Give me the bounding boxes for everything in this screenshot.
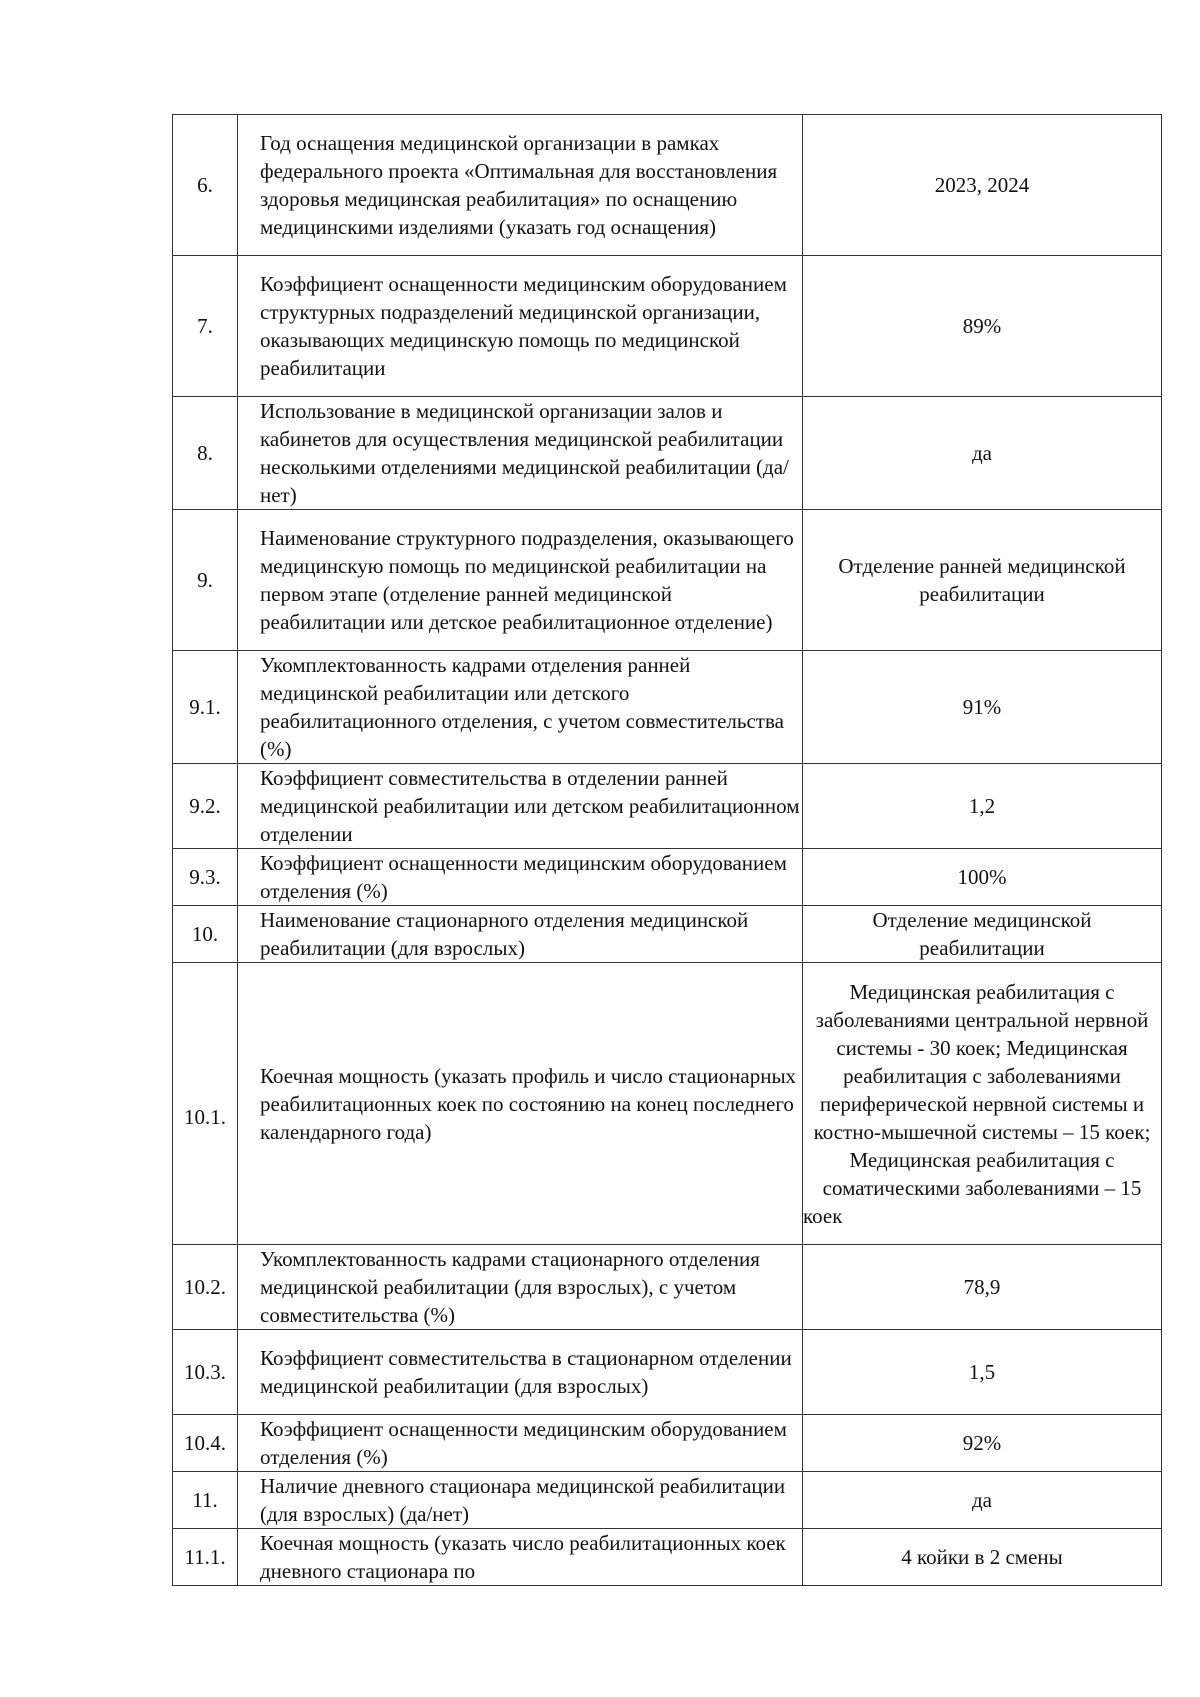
rehabilitation-data-table [172,114,1162,1586]
table-row [173,651,1162,764]
row-value: 89% [803,256,1162,397]
row-number: 8. [173,397,238,510]
row-description: Наименование стационарного отделения медицинской реабилитации (для взрослых) [238,906,803,963]
row-description: Наименование структурного подразделения, оказывающего медицинскую помощь по медицинской реабилитации на первом этапе (отделение ранней медицинской реабилитации или детское реабилитационное отделение) [238,510,803,651]
table-row [173,1245,1162,1330]
row-value: 1,2 [803,764,1162,849]
row-number: 9. [173,510,238,651]
row-description: Коечная мощность (указать число реабилитационных коек дневного стационара по [238,1529,803,1586]
row-value: 92% [803,1415,1162,1472]
row-description: Год оснащения медицинской организации в рамках федерального проекта «Оптимальная для восстановления здоровья медицинская реабилитация» по оснащению медицинскими изделиями (указать год оснащения) [238,115,803,256]
row-description: Коэффициент совместительства в стационарном отделении медицинской реабилитации (для взрослых) [238,1330,803,1415]
row-description: Укомплектованность кадрами стационарного отделения медицинской реабилитации (для взрослых), с учетом совместительства (%) [238,1245,803,1330]
row-value: да [803,1472,1162,1529]
row-value: 1,5 [803,1330,1162,1415]
row-description: Использование в медицинской организации залов и кабинетов для осуществления медицинской реабилитации несколькими отделениями медицинской реабилитации (да/нет) [238,397,803,510]
table-row [173,1330,1162,1415]
row-number: 10.1. [173,963,238,1245]
table-row [173,963,1162,1245]
table-row [173,256,1162,397]
row-description: Коэффициент оснащенности медицинским оборудованием отделения (%) [238,1415,803,1472]
row-number: 7. [173,256,238,397]
row-number: 9.2. [173,764,238,849]
row-number: 10.2. [173,1245,238,1330]
row-value: 100% [803,849,1162,906]
table-row [173,849,1162,906]
row-description: Наличие дневного стационара медицинской реабилитации (для взрослых) (да/нет) [238,1472,803,1529]
row-number: 11. [173,1472,238,1529]
row-description: Коечная мощность (указать профиль и число стационарных реабилитационных коек по состоянию на конец последнего календарного года) [238,963,803,1245]
row-value: да [803,397,1162,510]
row-description: Коэффициент оснащенности медицинским оборудованием структурных подразделений медицинской организации, оказывающих медицинскую помощь по медицинской реабилитации [238,256,803,397]
row-value: 4 койки в 2 смены [803,1529,1162,1586]
row-description: Укомплектованность кадрами отделения ранней медицинской реабилитации или детского реабилитационного отделения, с учетом совместительства (%) [238,651,803,764]
table-row [173,397,1162,510]
row-value: 2023, 2024 [803,115,1162,256]
row-value: Отделение ранней медицинской реабилитации [803,510,1162,651]
table-row [173,115,1162,256]
row-value: Отделение медицинской реабилитации [803,906,1162,963]
table-row [173,906,1162,963]
row-number: 10.3. [173,1330,238,1415]
row-description: Коэффициент совместительства в отделении ранней медицинской реабилитации или детском реабилитационном отделении [238,764,803,849]
row-number: 6. [173,115,238,256]
table-row [173,1529,1162,1586]
row-value: 91% [803,651,1162,764]
row-value: 78,9 [803,1245,1162,1330]
table-row [173,1472,1162,1529]
row-number: 9.1. [173,651,238,764]
row-number: 9.3. [173,849,238,906]
row-description: Коэффициент оснащенности медицинским оборудованием отделения (%) [238,849,803,906]
row-number: 11.1. [173,1529,238,1586]
table-row [173,764,1162,849]
row-number: 10. [173,906,238,963]
table-row [173,510,1162,651]
row-number: 10.4. [173,1415,238,1472]
table-row [173,1415,1162,1472]
row-value: Медицинская реабилитация с заболеваниями центральной нервной системы - 30 коек; Медицинская реабилитация с заболеваниями периферической нервной системы и костно-мышечной системы – 15 коек; Медицинская реабилитация с соматическими заболеваниями – 15 коек [803,963,1162,1245]
